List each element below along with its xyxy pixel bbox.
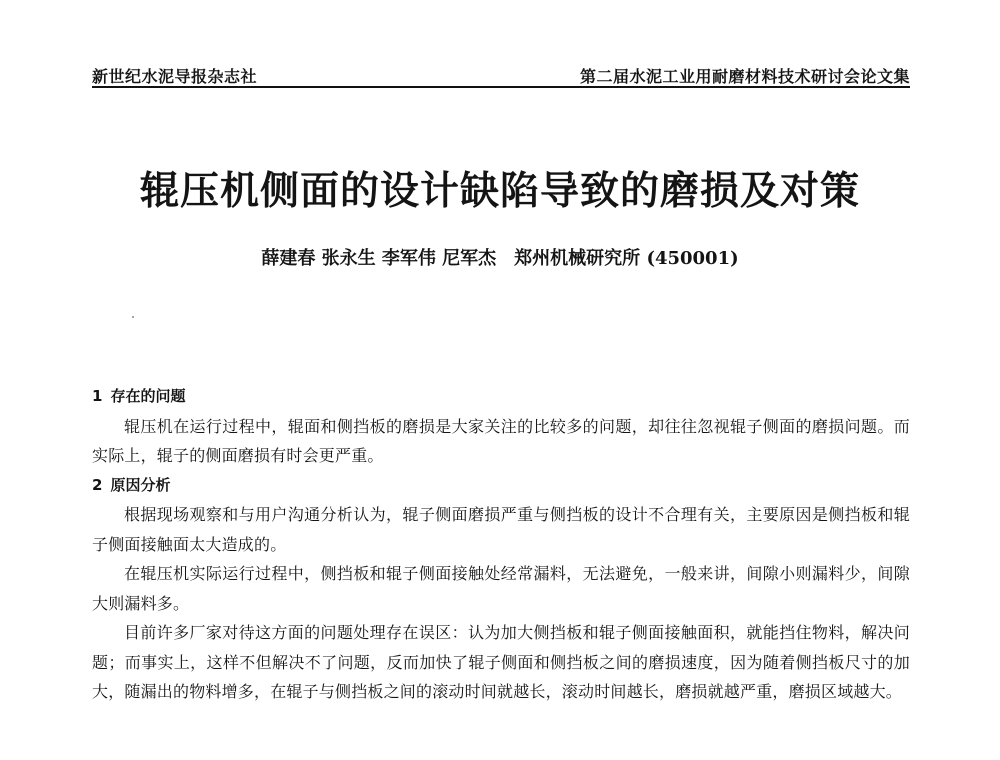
section-title: 存在的问题 [110,387,186,405]
section-number: 2 [92,475,103,494]
section-heading [92,382,910,412]
section-number: 1 [92,387,103,405]
paper-title: 辊压机侧面的设计缺陷导致的磨损及对策 [139,168,860,214]
paper-body [92,382,910,707]
paragraph: 目前许多厂家对待这方面的问题处理存在误区：认为加大侧挡板和辊子侧面接触面积，就能挡住物料，解决问题；而事实上，这样不但解决不了问题，反而加快了辊子侧面和侧挡板之间的磨损速度，因为随着侧挡板尺寸的加大，随漏出的物料增多，在辊子与侧挡板之间的滚动时间就越长，滚动时间越长，磨损就越严重，磨损区域越大。 [92,623,910,701]
paragraph: 在辊压机实际运行过程中，侧挡板和辊子侧面接触处经常漏料，无法避免，一般来讲，间隙小则漏料少，间隙大则漏料多。 [92,564,910,613]
paragraph: 辊压机在运行过程中，辊面和侧挡板的磨损是大家关注的比较多的问题，却往往忽视辊子侧面的磨损问题。而实际上，辊子的侧面磨损有时会更严重。 [92,416,910,465]
author-line [0,244,1000,270]
section-problem [92,382,910,471]
proceedings-name: 第二届水泥工业用耐磨材料技术研讨会论文集 [579,67,910,86]
section-heading [92,471,910,501]
running-header [92,60,910,88]
author-names: 薛建春 张永生 李军伟 尼军杰 [261,248,497,269]
affiliation: 郑州机械研究所 (450001) [514,248,739,269]
journal-name: 新世纪水泥导报杂志社 [92,67,258,86]
scan-speck [132,316,134,318]
section-cause-analysis [92,471,910,707]
paragraph: 根据现场观察和与用户沟通分析认为，辊子侧面磨损严重与侧挡板的设计不合理有关，主要原因是侧挡板和辊子侧面接触面太大造成的。 [92,505,910,554]
section-title: 原因分析 [110,475,171,494]
